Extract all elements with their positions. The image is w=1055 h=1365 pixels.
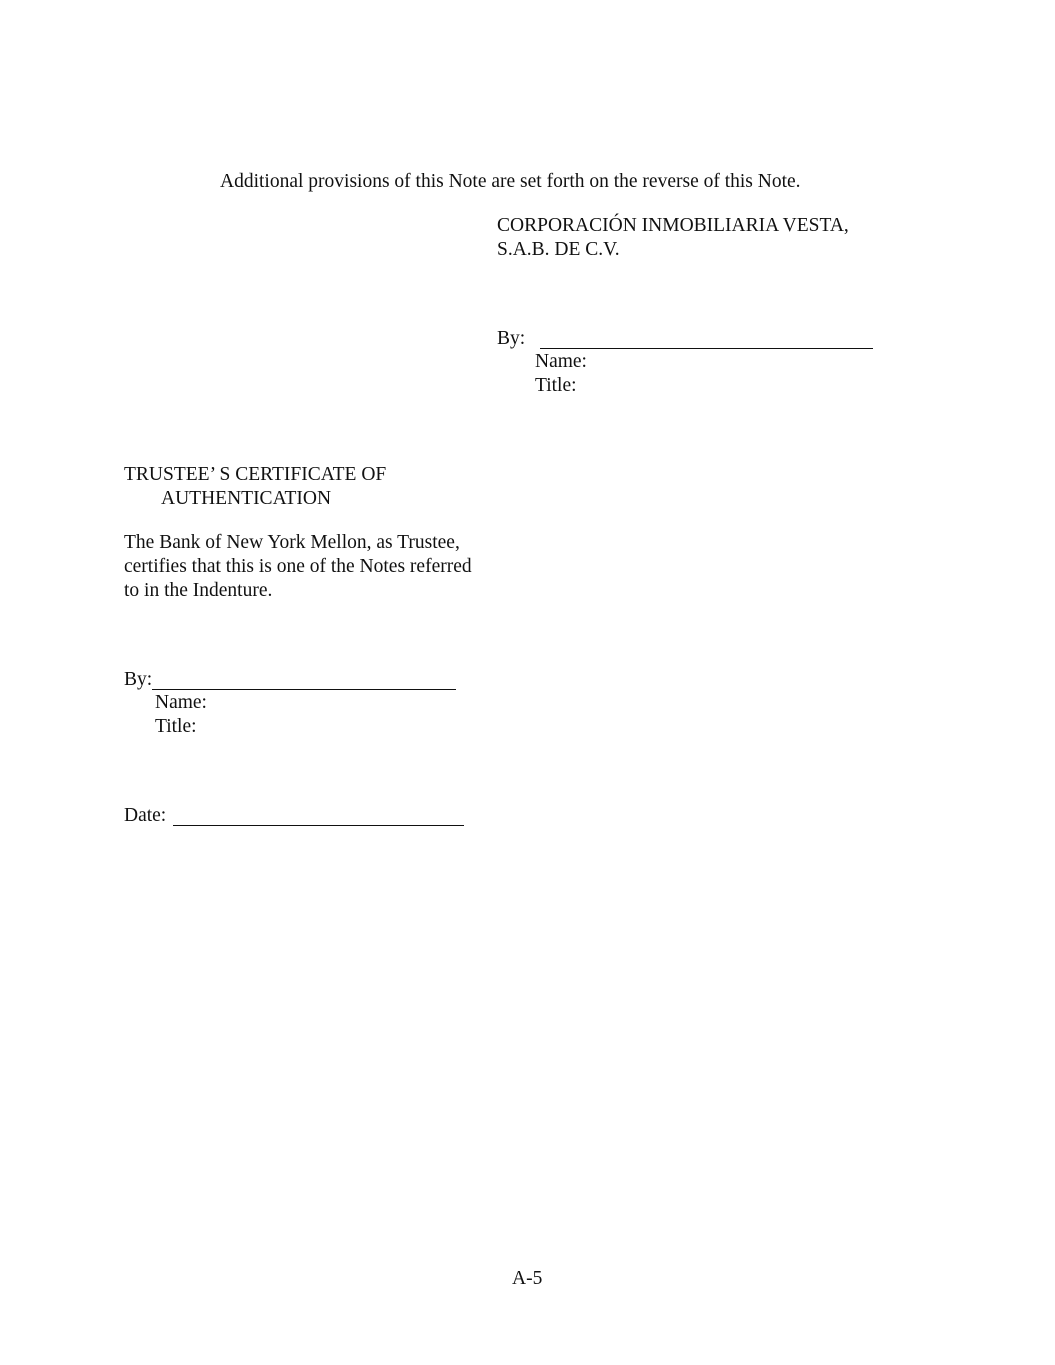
date-row [124,804,464,828]
trustee-signature-line[interactable] [152,689,456,690]
date-label: Date: [124,805,167,826]
issuer-name-line2: S.A.B. DE C.V. [497,239,620,260]
trustee-body-line3: to in the Indenture. [124,580,273,601]
date-line[interactable] [173,825,464,826]
intro-text: Additional provisions of this Note are set forth on the reverse of this Note. [220,171,801,192]
issuer-name-line1: CORPORACIÓN INMOBILIARIA VESTA, [497,215,849,236]
issuer-by-label: By: [497,328,526,349]
trustee-name-label: Name: [155,692,207,713]
trustee-heading-line2: AUTHENTICATION [161,488,332,509]
trustee-heading-line1: TRUSTEE’ S CERTIFICATE OF [124,464,387,485]
issuer-title-label: Title: [535,375,577,396]
trustee-body-line1: The Bank of New York Mellon, as Trustee, [124,532,460,553]
issuer-signature-row [497,327,873,351]
issuer-signature-line[interactable] [540,348,873,349]
trustee-by-label: By: [124,669,153,690]
trustee-title-label: Title: [155,716,197,737]
trustee-body-line2: certifies that this is one of the Notes referred [124,556,472,577]
trustee-signature-row [124,668,456,692]
issuer-name-label: Name: [535,351,587,372]
page-number: A-5 [512,1268,543,1289]
